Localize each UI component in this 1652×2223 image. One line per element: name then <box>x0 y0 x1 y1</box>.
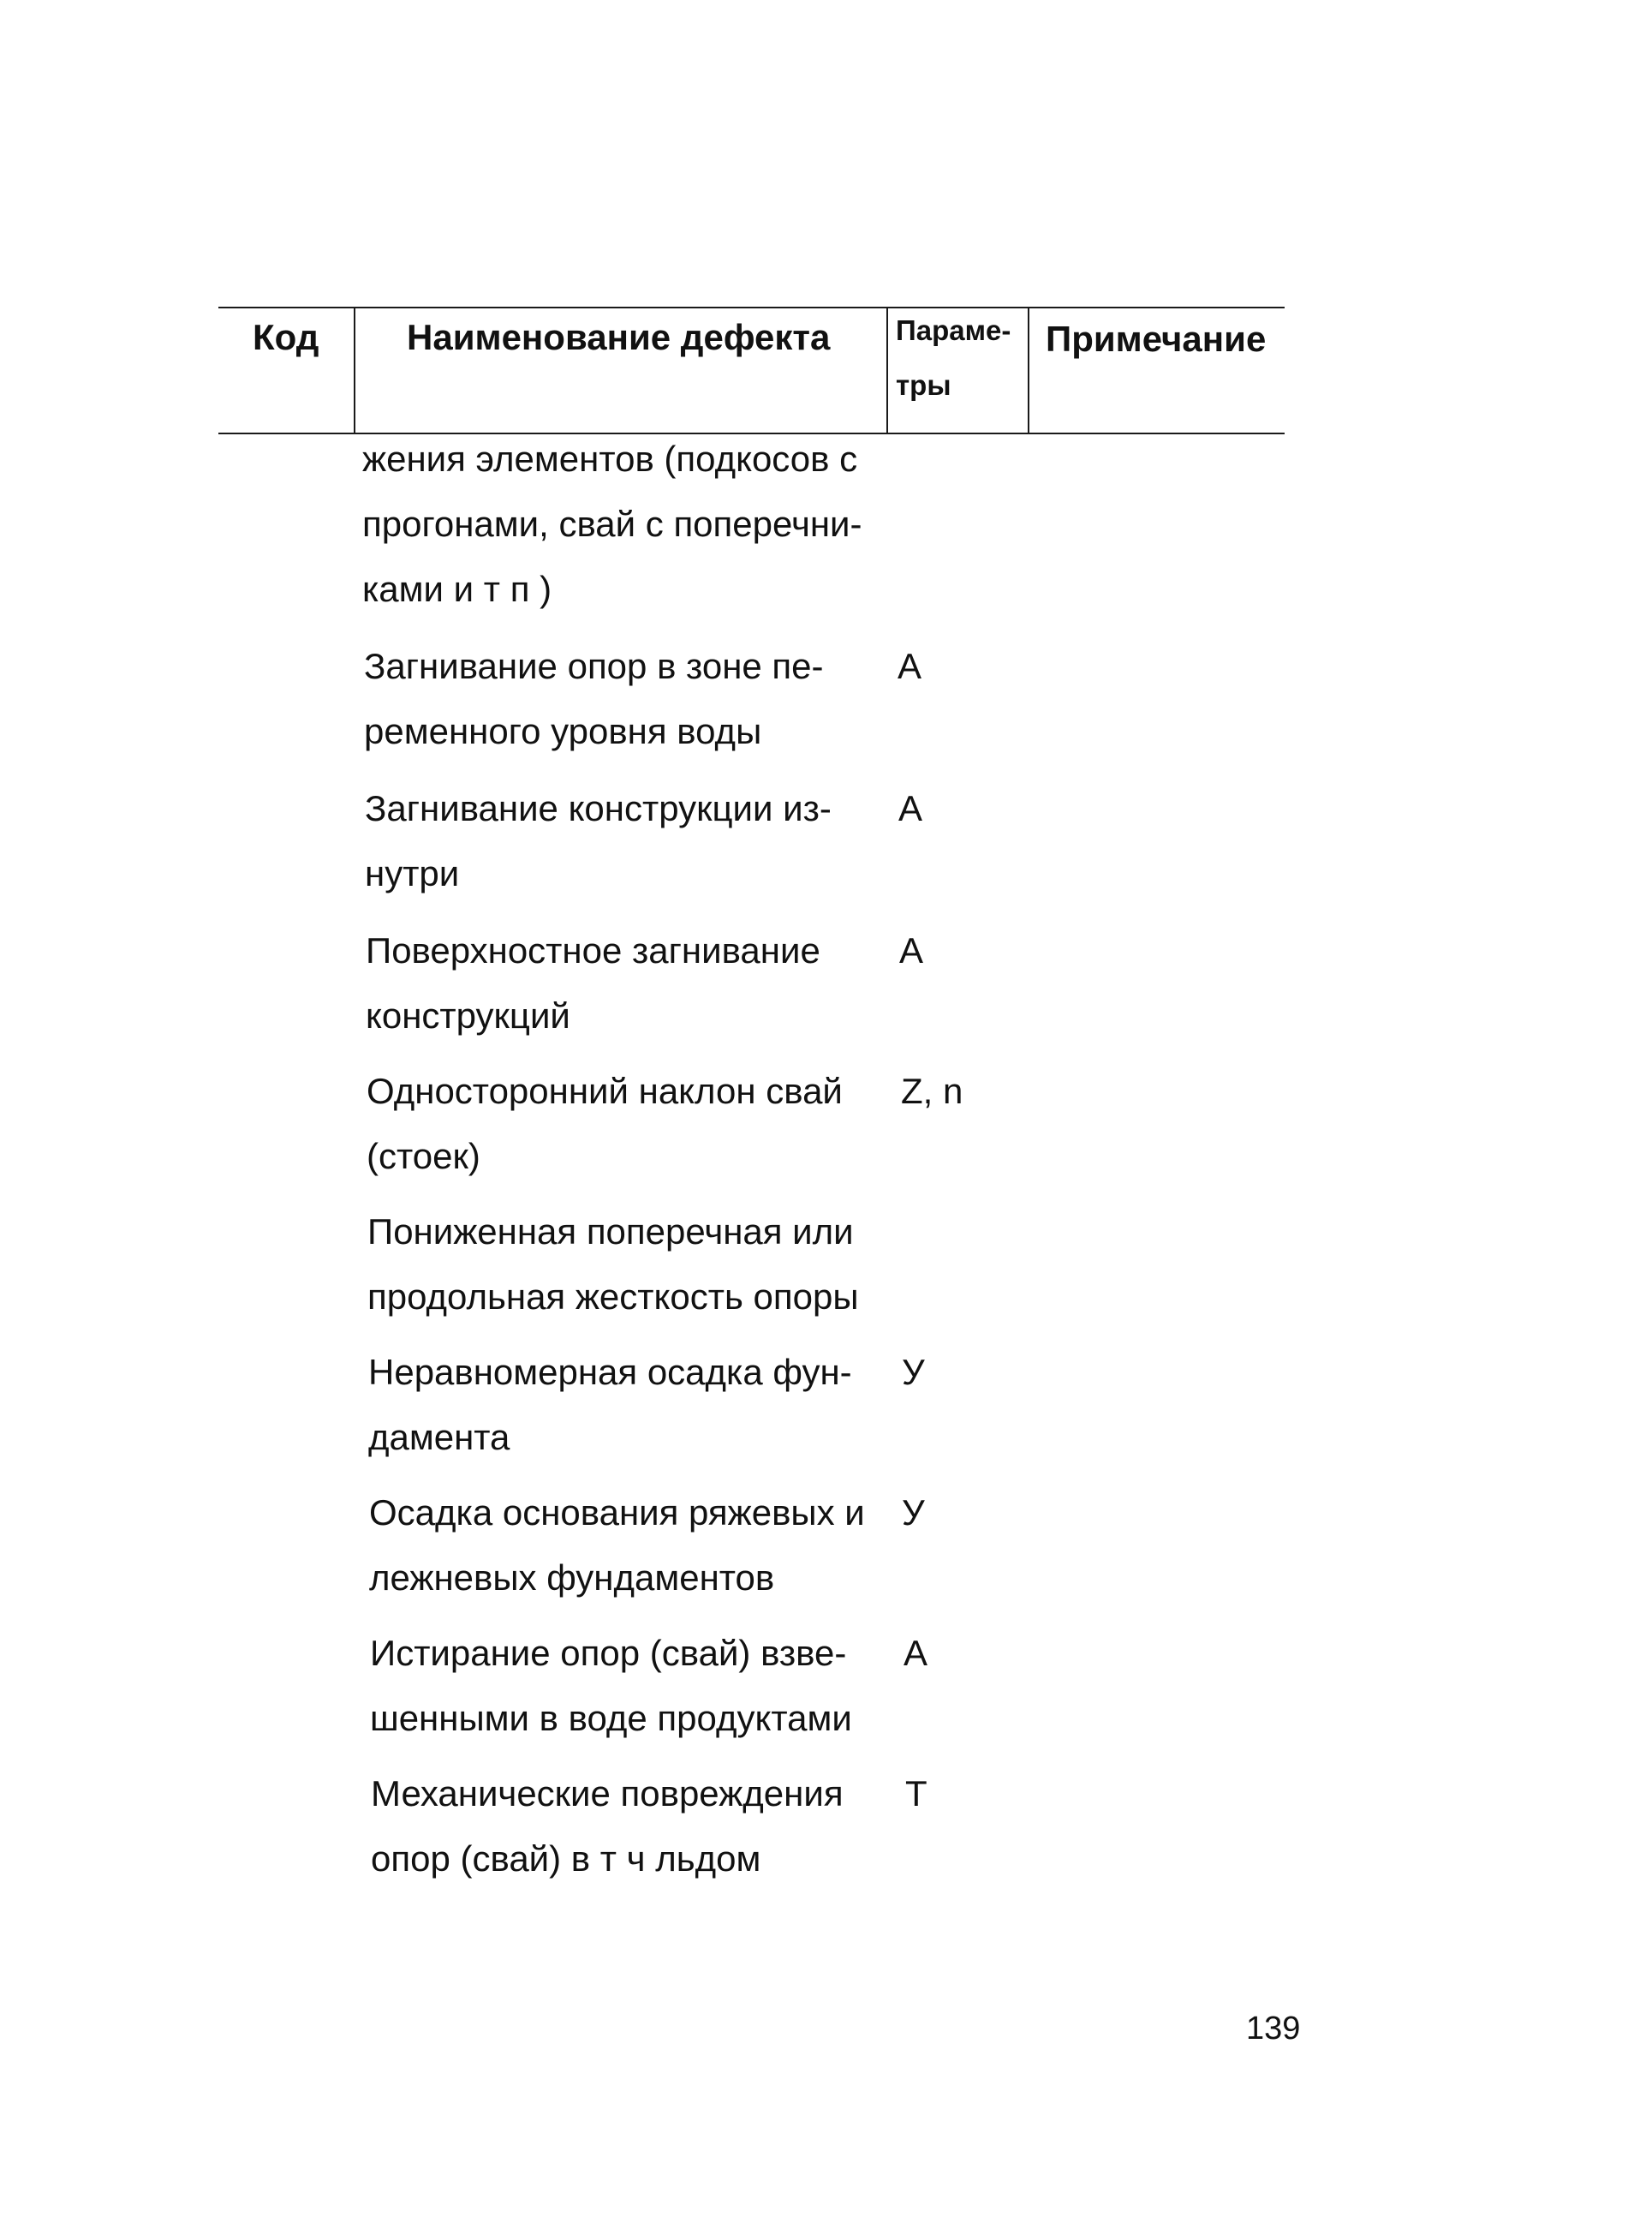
header-params-line1: Параме- <box>896 314 1011 346</box>
header-note: Примечание <box>1046 319 1267 359</box>
defect-name-line: Пониженная поперечная или <box>367 1211 854 1252</box>
defect-name-line: Неравномерная осадка фун- <box>368 1352 852 1392</box>
defect-name <box>367 1199 898 1330</box>
defect-name-line: Загнивание опор в зоне пе- <box>364 646 824 686</box>
defect-name-line: ками и т п ) <box>362 569 552 609</box>
defect-name-line: опор (свай) в т ч льдом <box>371 1838 761 1879</box>
defect-name-line: дамента <box>368 1417 510 1457</box>
defect-name-line: (стоек) <box>367 1136 480 1176</box>
defect-name <box>367 1059 898 1189</box>
defect-name-line: нутри <box>365 853 460 893</box>
defect-name-line: конструкций <box>366 995 570 1036</box>
defect-name <box>362 427 893 622</box>
defect-name <box>369 1480 900 1610</box>
defect-name <box>364 634 895 764</box>
defect-params: Т <box>905 1773 927 1814</box>
defect-params: Z, n <box>901 1071 963 1111</box>
defect-name <box>371 1761 902 1891</box>
defect-name <box>366 918 897 1049</box>
header-code: Код <box>253 317 319 357</box>
page-number: 139 <box>1246 2011 1301 2047</box>
defect-params: У <box>902 1492 925 1533</box>
defect-name <box>368 1340 899 1470</box>
defect-name-line: продольная жесткость опоры <box>367 1276 859 1317</box>
defect-name <box>370 1621 901 1751</box>
header-name: Наименование дефекта <box>407 317 831 357</box>
defect-name-line: лежневых фундаментов <box>369 1557 775 1598</box>
defect-params: А <box>904 1633 928 1673</box>
defect-params: У <box>902 1352 925 1392</box>
defect-params: А <box>898 788 923 828</box>
defect-name-line: Односторонний наклон свай <box>367 1071 843 1111</box>
defect-name-line: ременного уровня воды <box>364 711 762 751</box>
defect-name-line: Истирание опор (свай) взве- <box>370 1633 847 1673</box>
defect-name-line: жения элементов (подкосов с <box>362 439 858 479</box>
defect-name-line: шенными в воде продуктами <box>370 1698 852 1738</box>
defect-name <box>365 776 896 906</box>
defect-params: А <box>898 646 922 686</box>
header-params-line2: тры <box>896 369 951 401</box>
defect-name-line: прогонами, свай с поперечни- <box>362 504 862 544</box>
defect-name-line: Механические повреждения <box>371 1773 844 1814</box>
defect-params: А <box>899 930 924 971</box>
defect-name-line: Загнивание конструкции из- <box>365 788 832 828</box>
defect-name-line: Осадка основания ряжевых и <box>369 1492 865 1533</box>
defect-name-line: Поверхностное загнивание <box>366 930 820 971</box>
